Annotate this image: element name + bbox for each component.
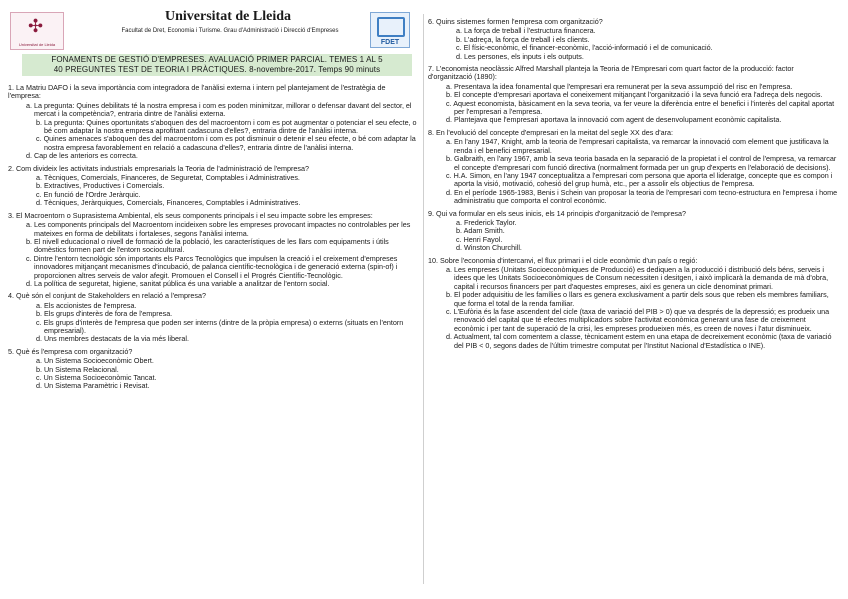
question-7-option-c: c. Aquest economista, bàsicament en la seva teoria, va fer veure la diferència entre el benefici i l'interès del capital aportat per l'empresari a l'empresa. <box>446 98 835 117</box>
question-4-option-d: d. Uns membres destacats de la via més liberal. <box>36 334 189 344</box>
question-5-option-d: d. Un Sistema Paramètric i Revisat. <box>36 381 150 391</box>
question-2-option-c: c. En funció de l'Ordre Jeràrquic. <box>36 189 141 199</box>
question-3-option-d: d. La política de seguretat, higiene, sanitat pública és una variable a analitzar de l'entorn social. <box>26 278 330 288</box>
right-column <box>428 18 838 354</box>
question-9-option-a: a. Frederick Taylor. <box>456 217 517 227</box>
exam-banner-line-2: 40 PREGUNTES TEST DE TEORIA I PRÀCTIQUES. 8-novembre-2017. Temps 90 minuts <box>53 65 381 74</box>
question-6-option-a: a. La força de treball i l'estructura financera. <box>456 26 596 36</box>
question-9-option-b: b. Adam Smith. <box>456 226 505 236</box>
question-10 <box>428 257 838 350</box>
question-4 <box>8 292 420 343</box>
question-8-option-d: d. En el període 1965-1983, Benis i Schein van proposar la teoria de l'empresari com tecno-estructura en l'empresa i home administratiu que comporta el control econòmic. <box>446 187 838 206</box>
question-3-option-a: a. Les components principals del Macroentorn incideixen sobre les empreses provocant impactes no controlables per les mateixes en forma de debilitats i fortaleses, segons l'anàlisi interna. <box>26 220 411 238</box>
question-7-option-a: a. Presentava la idea fonamental que l'empresari era remunerat per la seva assumpció del risc en l'empresa. <box>446 81 793 91</box>
question-5-option-b: b. Un Sistema Relacional. <box>36 364 119 374</box>
question-8-option-a: a. En l'any 1947, Knight, amb la teoria de l'empresari capitalista, va remarcar la innovació com element que justificava la renda i el benefici empresarial. <box>446 137 829 155</box>
question-5-option-c: c. Un Sistema Socioeconòmic Tancat. <box>36 373 157 382</box>
university-name: Universitat de Lleida <box>165 9 291 24</box>
university-logo <box>10 12 64 50</box>
question-1-option-b: b. La pregunta: Quines oportunitats s'aboquen des del macroentorn i com es pot augmentar o potenciar el seu efecte, o bé com adaptar la nostra empresa aprofitant cadascuna d'elles?, entraria dintre de l'anàlisi interna. <box>36 117 417 136</box>
exam-banner <box>22 54 412 76</box>
question-2-option-b: b. Extractives, Productives i Comercials. <box>36 181 165 191</box>
question-3 <box>8 212 420 289</box>
question-7 <box>428 65 838 125</box>
question-4-option-a: a. Els accionistes de l'empresa. <box>36 300 137 310</box>
university-logo-caption: Universitat de Lleida <box>18 42 56 47</box>
column-divider <box>423 14 424 584</box>
question-3-option-b: b. El nivell educacional o nivell de formació de la població, les característiques de les llars com equipaments i útils domèstics formen part de l'entorn sociocultural. <box>26 236 389 255</box>
question-9-option-c: c. Henri Fayol. <box>456 234 503 244</box>
question-3-option-c: c. Dintre l'entorn tecnològic són importants els Parcs Tecnològics que impulsen la creació i el creixement d'empreses innovadores mitjançant mecanismes d'incubació, de palanca científic-tecnològica i de generació externa (spin-of) i proporcionen altres serveis de valor afegit. Promouen el Consell i el Progrés Científic-Tecnològic. <box>26 253 398 280</box>
question-2-text: 2. Com divideix les activitats industrials empresarials la Teoria de l'administració de l'empresa? <box>8 163 310 173</box>
question-10-option-a: a. Les empreses (Unitats Socioeconòmiques de Producció) es dediquen a la producció i distribució dels béns, serveis i idees que les Unitats Socioeconòmiques de Consum necessiten i desitgen, i això implicarà la demanda de mà d'obra, capital i recursos financers per part d'aquestes empreses, així es genera un cicle denominat primari. <box>446 264 829 291</box>
question-2-option-a: a. Tècniques, Comercials, Financeres, de Seguretat, Comptables i Administratives. <box>36 173 300 183</box>
question-9-option-d: d. Winston Churchill. <box>456 243 522 253</box>
question-1 <box>8 84 420 161</box>
question-7-option-b: b. El concepte d'empresari aportava el coneixement mitjançant l'organització i la seva funció era l'adreça dels negocis. <box>446 90 823 100</box>
faculty-name: Facultat de Dret, Economia i Turisme. Grau d'Administració i Direcció d'Empreses <box>121 28 339 34</box>
question-10-option-c: c. L'Eufòria és la fase ascendent del cicle (taxa de variació del PIB > 0) que va després de la depressió; es produeix una renovació del capital que té efectes multiplicadors sobre l'activitat econòmica generant una fase de creixement econòmic i per tant de superació de la crisi, les empreses produeixen més, es creen de noves i l'atur disminueix. <box>446 307 830 333</box>
question-8-option-c: c. H.A. Simon, en l'any 1947 conceptualitza a l'empresari com persona que aporta el lideratge, concepte que es compon i aporta la visió, motivació, cohesió del grup humà, etc., per a assolir els objectius de l'empresa. <box>446 170 833 189</box>
question-10-option-d: d. Actualment, tal com comentem a classe, tècnicament estem en una etapa de decreixement econòmic (taxa de variació del PIB < 0, segons dades de l'últim trimestre computat per l'Institut Nacional d'Estadística o INE). <box>446 332 832 350</box>
exam-banner-line-1: FONAMENTS DE GESTIÓ D'EMPRESES. AVALUACIÓ PRIMER PARCIAL. TEMES 1 AL 5 <box>51 55 383 64</box>
question-8-text: 8. En l'evolució del concepte d'empresari en la meitat del segle XX des d'ara: <box>428 127 674 137</box>
question-7-option-d: d. Plantejava que l'empresari aportava la innovació com agent de desenvolupament econòmic capitalista. <box>446 115 782 125</box>
question-8 <box>428 129 838 206</box>
question-7-text: 7. L'economista neoclàssic Alfred Marshall planteja la Teoria de l'Empresari com quart factor de la producció: factor d'organització (1890): <box>428 64 794 82</box>
document-header <box>8 8 420 50</box>
question-6-option-c: c. El físic-econòmic, el financer-econòmic, l'acció-informació i el de comunicació. <box>456 43 713 53</box>
question-4-text: 4. Què són el conjunt de Stakeholders en relació a l'empresa? <box>8 291 206 301</box>
question-6-text: 6. Quins sistemes formen l'empresa com organització? <box>428 17 603 26</box>
question-9 <box>428 210 838 253</box>
question-9-text: 9. Qui va formular en els seus inicis, els 14 principis d'organització de l'empresa? <box>428 208 687 218</box>
question-6 <box>428 18 838 61</box>
question-1-option-c: c. Quines amenaces s'aboquen des del macroentorn i com es pot disminuir o detenir el seu efecte, o bé com adaptar la nostra empresa favorablement en relació a cadascuna d'elles?, entraria dintre de l'anàlisi interna. <box>36 134 416 152</box>
question-8-option-b: b. Galbraith, en l'any 1967, amb la seva teoria basada en la separació de la propietat i el control de l'empresa, va remarcar el concepte d'empresari com funció directiva (normalment formada per un grup d'experts en l'elaboració de decisions). <box>446 154 837 172</box>
question-2 <box>8 165 420 208</box>
faculty-logo-shape-icon <box>377 17 405 37</box>
university-crest-icon: ✣ <box>28 16 44 37</box>
question-3-text: 3. El Macroentorn o Suprasistema Ambiental, els seus components principals i el seu impacte sobre les empreses: <box>8 210 373 220</box>
question-5-option-a: a. Un Sistema Socioeconòmic Obert. <box>36 356 154 366</box>
question-6-option-d: d. Les persones, els inputs i els outputs. <box>456 51 584 61</box>
question-10-text: 10. Sobre l'economia d'intercanvi, el flux primari i el cicle econòmic d'un país o regió: <box>428 255 698 265</box>
question-4-option-c: c. Els grups d'interès de l'empresa que poden ser interns (dintre de la pròpia empresa) o externs (situats en l'entorn empresarial). <box>36 317 404 335</box>
left-column <box>8 8 420 395</box>
question-1-option-a: a. La pregunta: Quines debilitats té la nostra empresa i com es poden minimitzar, millorar o defensar davant del sector, el mercat i la competència?, entraria dintre de l'anàlisi externa. <box>26 100 412 119</box>
question-5 <box>8 348 420 391</box>
faculty-logo <box>370 12 410 48</box>
faculty-logo-text: FDET <box>380 39 400 46</box>
question-4-option-b: b. Els grups d'interès de fora de l'empresa. <box>36 309 173 319</box>
question-2-option-d: d. Tècniques, Jeràrquiques, Comercials, Financeres, Comptables i Administratives. <box>36 198 301 208</box>
question-1-text: 1. La Matriu DAFO i la seva importància com integradora de l'anàlisi externa i intern pel plantejament de l'estratègia de l'empresa: <box>8 83 386 101</box>
question-10-option-b: b. El poder adquisitiu de les famílies o llars es genera exclusivament a partir dels sous que reben els membres familiars, que forma el total de la renda familiar. <box>446 290 829 308</box>
question-6-option-b: b. L'adreça, la força de treball i els clients. <box>456 34 590 44</box>
question-1-option-d: d. Cap de les anteriors es correcta. <box>26 151 138 161</box>
question-5-text: 5. Què és l'empresa com organització? <box>8 346 133 356</box>
